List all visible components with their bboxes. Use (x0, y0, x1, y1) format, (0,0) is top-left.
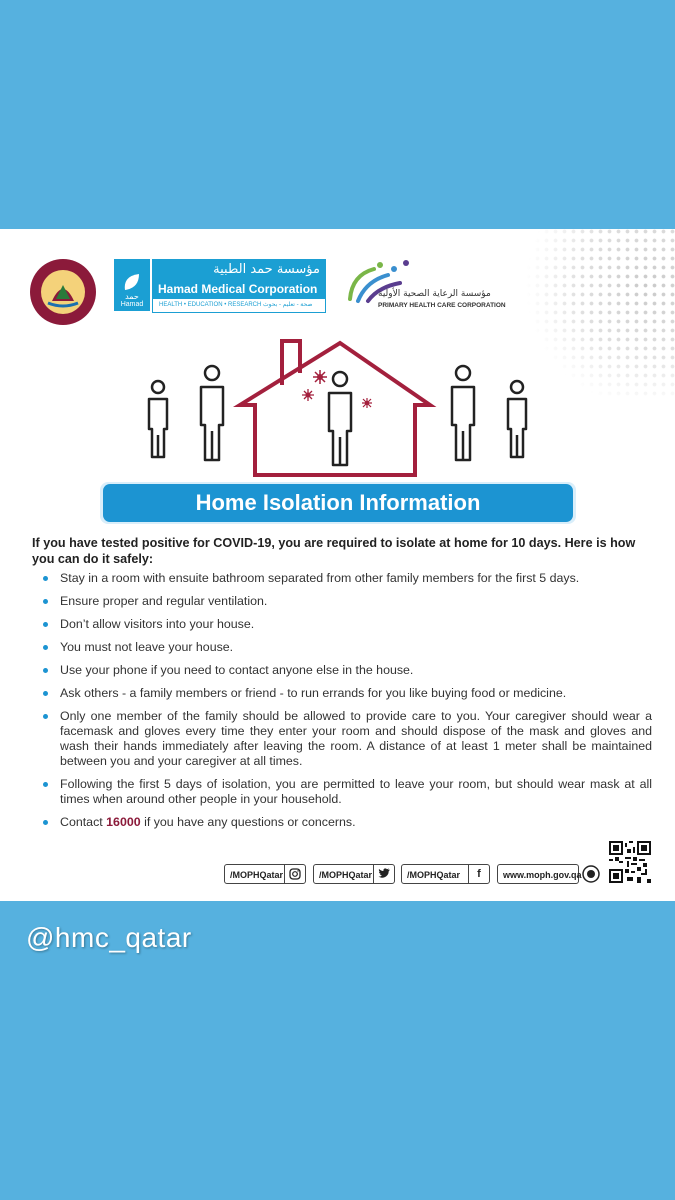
state-of-qatar-logo (28, 257, 98, 327)
leaf-icon (121, 272, 143, 292)
list-item: You must not leave your house. (32, 640, 652, 655)
twitter-link[interactable] (313, 864, 395, 884)
intro-text: If you have tested positive for COVID-19, you are required to isolate at home for 10 days. Here is how you can do it safely: (32, 536, 636, 566)
hmc-logo-mark (114, 259, 150, 311)
guidance-list (32, 571, 652, 838)
facebook-icon: f (468, 865, 489, 883)
contact-suffix: if you have any questions or concerns. (140, 815, 356, 829)
facebook-link[interactable] (401, 864, 490, 884)
phcc-english-name: PRIMARY HEALTH CARE CORPORATION (378, 302, 506, 309)
phcc-arabic-name: مؤسسة الرعاية الصحية الأولية (378, 289, 491, 299)
twitter-icon (373, 865, 394, 883)
instagram-icon (284, 865, 305, 883)
facebook-handle: /MOPHQatar (407, 870, 461, 880)
contact-prefix: Contact (60, 815, 107, 829)
list-item: Following the first 5 days of isolation, you are permitted to leave your room, but should wear mask at all times when around other people in your household. (32, 777, 652, 807)
hmc-left-ar: حمد (125, 292, 139, 301)
list-item: Ask others - a family members or friend - to run errands for you like buying food or medicine. (32, 686, 652, 701)
list-item: Ensure proper and regular ventilation. (32, 594, 652, 609)
house-icon (240, 341, 430, 475)
list-item: Don’t allow visitors into your house. (32, 617, 652, 632)
instagram-link[interactable] (224, 864, 306, 884)
house-isolation-illustration (130, 335, 550, 480)
instagram-handle: /MOPHQatar (230, 870, 284, 880)
infographic-card (0, 229, 675, 901)
hmc-arabic-name: مؤسسة حمد الطبية (152, 259, 326, 281)
account-handle: @hmc_qatar (26, 922, 192, 953)
moph-logo-icon (582, 865, 600, 883)
phcc-logo (344, 255, 506, 313)
hmc-english-name: Hamad Medical Corporation (152, 281, 326, 298)
social-links (0, 832, 675, 892)
people-icons (149, 366, 526, 465)
list-item: Only one member of the family should be allowed to provide care to you. Your caregiver should wear a facemask and gloves every time they enter your room and should dispose of the mask and gloves and wash their hands immediately after leaving the room. A distance of at least 1 meter shall be maintained between you and your caregiver at all times. (32, 709, 652, 769)
qr-code[interactable] (609, 841, 651, 883)
website-link[interactable] (497, 864, 582, 884)
hmc-logo (114, 259, 326, 311)
website-url: www.moph.gov.qa (503, 870, 582, 880)
list-item: Stay in a room with ensuite bathroom separated from other family members for the first 5 days. (32, 571, 652, 586)
twitter-handle: /MOPHQatar (319, 870, 373, 880)
hmc-left-text: Hamad (120, 301, 144, 308)
page-title: Home Isolation Information (104, 485, 572, 521)
contact-number: 16000 (106, 815, 141, 829)
list-item: Use your phone if you need to contact anyone else in the house. (32, 663, 652, 678)
contact-item (32, 815, 652, 830)
hmc-tagline: HEALTH • EDUCATION • RESEARCH صحة - تعليم - بحوث (152, 298, 326, 313)
